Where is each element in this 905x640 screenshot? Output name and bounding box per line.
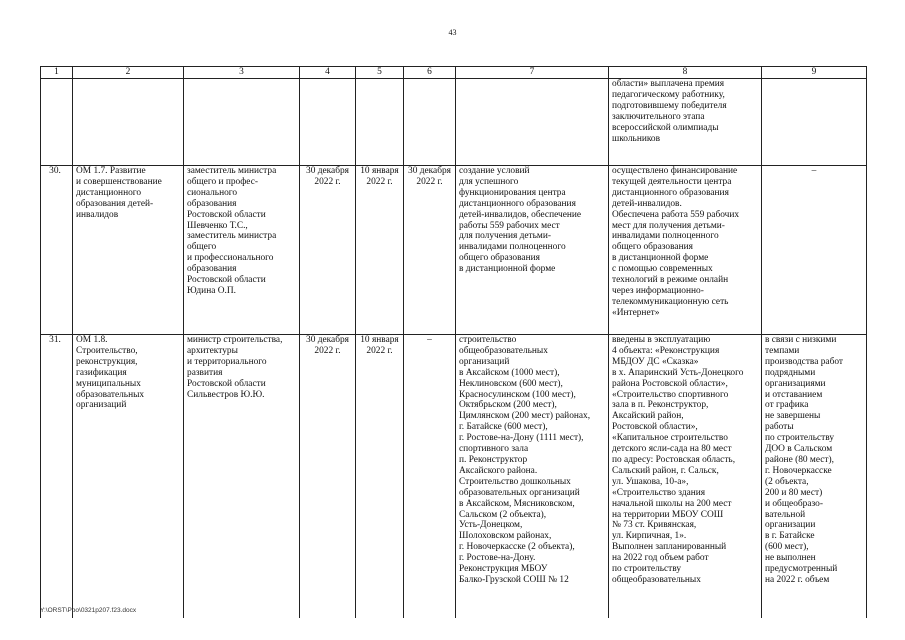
header-cell-8: 8 [609, 67, 762, 79]
event-name [73, 79, 184, 166]
actual-result: осуществлено финансирование текущей деятельности центра дистанционного образования детей-инвалидов. Обеспечена работа 559 рабочих мест для получения детьми- инвалидами полноценного общего образования в дистанционной форме с помощью современных технологий в режиме онлайн через информационно- телекоммуникационную сеть «Интернет» [609, 166, 762, 335]
page-number: 43 [448, 28, 457, 37]
row-number: 30. [41, 166, 73, 335]
report-table [40, 66, 867, 618]
start-date: 10 января 2022 г. [356, 335, 404, 619]
deviation-reason [762, 79, 867, 166]
event-name: ОМ 1.8. Строительство, реконструкция, газификация муниципальных образовательных организаций [73, 335, 184, 619]
header-cell-2: 2 [73, 67, 184, 79]
header-cell-9: 9 [762, 67, 867, 79]
responsible-person: заместитель министра общего и профес- сионального образования Ростовской области Шевченко Т.С., заместитель министра общего и профессионального образования Ростовской области Юдина О.П. [184, 166, 300, 335]
row-number: 31. [41, 335, 73, 619]
planned-date: 30 декабря 2022 г. [300, 335, 356, 619]
actual-result: области» выплачена премия педагогическому работнику, подготовившему победителя заключительного этапа всероссийской олимпиады школьников [609, 79, 762, 166]
row-number [41, 79, 73, 166]
responsible-person [184, 79, 300, 166]
start-date: 10 января 2022 г. [356, 166, 404, 335]
start-date [356, 79, 404, 166]
planned-result [456, 79, 609, 166]
planned-date [300, 79, 356, 166]
end-date [404, 79, 456, 166]
table-row [41, 335, 867, 619]
planned-date: 30 декабря 2022 г. [300, 166, 356, 335]
file-path-footer: Y:\ORST\Ppo\0321p207.f23.docx [40, 607, 137, 614]
planned-result: строительство общеобразовательных организаций в Аксайском (1000 мест), Неклиновском (600 мест), Красносулинском (100 мест), Октябрьском (200 мест), Цимлянском (200 мест) районах, г. Батайске (600 мест), г. Ростове-на-Дону (1111 мест), спортивного зала п. Реконструктор Аксайского района. Строительство дошкольных образовательных организаций в Аксайском, Мясниковском, Сальском (2 объекта), Усть-Донецком, Шолоховском районах, г. Новочеркасске (2 объекта), г. Ростове-на-Дону. Реконструкция МБОУ Балко-Грузской СОШ № 12 [456, 335, 609, 619]
actual-result: введены в эксплуатацию 4 объекта: «Реконструкция МБДОУ ДС «Сказка» в х. Апаринский Усть-Донецкого района Ростовской области», «Строительство спортивного зала в п. Реконструктор, Аксайский район, Ростовской области», «Капитальное строительство детского ясли-сада на 80 мест по адресу: Ростовская область, Сальский район, г. Сальск, ул. Ушакова, 10-а», «Строительство здания начальной школы на 200 мест на территории МБОУ СОШ № 73 ст. Кривянская, ул. Кирпичная, 1». Выполнен запланированный на 2022 год объем работ по строительству общеобразовательных [609, 335, 762, 619]
header-cell-5: 5 [356, 67, 404, 79]
deviation-reason: в связи с низкими темпами производства работ подрядными организациями и отставанием от графика не завершены работы по строительству ДОО в Сальском районе (80 мест), г. Новочеркасске (2 объекта, 200 и 80 мест) и общеобразо- вательной организации в г. Батайске (600 мест), не выполнен предусмотренный на 2022 г. объем [762, 335, 867, 619]
table-header-row [41, 67, 867, 79]
header-cell-4: 4 [300, 67, 356, 79]
header-cell-3: 3 [184, 67, 300, 79]
table-row [41, 166, 867, 335]
header-cell-7: 7 [456, 67, 609, 79]
planned-result: создание условий для успешного функционирования центра дистанционного образования детей-инвалидов, обеспечение работы 559 рабочих мест для получения детьми- инвалидами полноценного общего образования в дистанционной форме [456, 166, 609, 335]
table-row [41, 79, 867, 166]
header-cell-6: 6 [404, 67, 456, 79]
end-date: 30 декабря 2022 г. [404, 166, 456, 335]
responsible-person: министр строительства, архитектуры и территориального развития Ростовской области Сильвестров Ю.Ю. [184, 335, 300, 619]
deviation-reason: – [762, 166, 867, 335]
event-name: ОМ 1.7. Развитие и совершенствование дистанционного образования детей- инвалидов [73, 166, 184, 335]
header-cell-1: 1 [41, 67, 73, 79]
end-date: – [404, 335, 456, 619]
